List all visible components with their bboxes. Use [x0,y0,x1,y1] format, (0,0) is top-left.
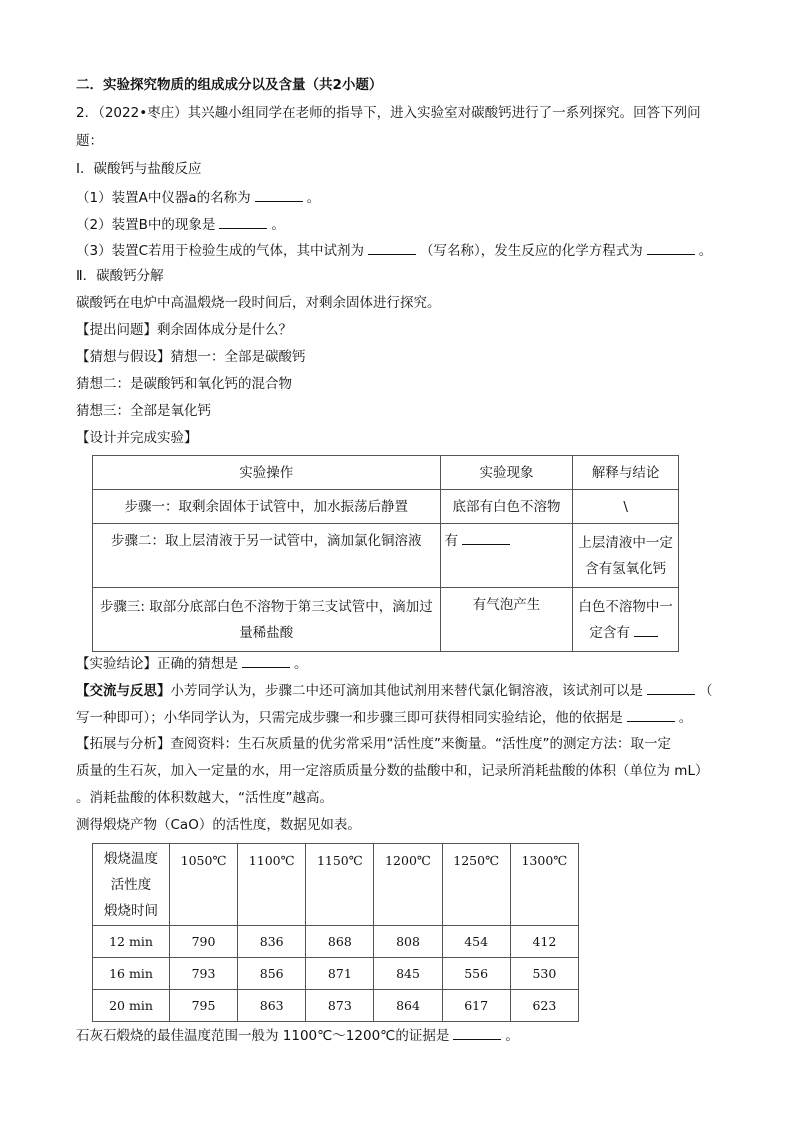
temp-header: 1200℃ [374,844,442,926]
time-cell: 12 min [93,926,170,958]
value-cell: 836 [238,926,306,958]
temp-header: 1100℃ [238,844,306,926]
temp-header: 1250℃ [442,844,510,926]
answer-blank[interactable] [219,214,267,229]
table-cell: 步骤三: 取部分底部白色不溶物于第三支试管中，滴加过 量稀盐酸 [93,588,441,652]
value-cell: 845 [374,958,442,990]
value-cell: 873 [306,990,374,1022]
time-cell: 20 min [93,990,170,1022]
ask-problem: 【提出问题】剩余固体成分是什么？ [76,322,292,338]
answer-blank[interactable] [634,622,658,637]
reflect-line1: 【交流与反思】小芳同学认为，步骤二中还可滴加其他试剂用来替代氯化铜溶液，该试剂可以是 （ [76,680,713,701]
value-cell: 617 [442,990,510,1022]
answer-blank[interactable] [627,707,675,722]
value-cell: 795 [169,990,237,1022]
answer-blank[interactable] [647,680,695,695]
corner-header: 煅烧温度 活性度 煅烧时间 [93,844,170,926]
answer-blank[interactable] [242,653,290,668]
question-intro-line1: 2．（2022•枣庄）其兴趣小组同学在老师的指导下，进入实验室对碳酸钙进行了一系列探究。回答下列问 [76,105,701,121]
table-cell: 白色不溶物中一 定含有 [573,588,679,652]
guess-1: 【猜想与假设】猜想一：全部是碳酸钙 [76,349,306,365]
value-cell: 412 [510,926,578,958]
measure-text: 测得煅烧产物（CaO）的活性度，数据见如表。 [76,817,361,833]
value-cell: 623 [510,990,578,1022]
design-heading: 【设计并完成实验】 [76,430,198,446]
part2-title: Ⅱ．碳酸钙分解 [76,268,164,284]
table-cell: \ [573,490,679,524]
answer-blank[interactable] [368,240,416,255]
time-cell: 16 min [93,958,170,990]
answer-blank[interactable] [453,1025,501,1040]
table-cell: 步骤二：取上层清液于另一试管中，滴加氯化铜溶液 [93,524,441,588]
expand-line2: 质量的生石灰，加入一定量的水，用一定溶质质量分数的盐酸中和，记录所消耗盐酸的体积（单位为 mL） [76,763,709,779]
value-cell: 793 [169,958,237,990]
value-cell: 863 [238,990,306,1022]
value-cell: 556 [442,958,510,990]
question-3: （3）装置C若用于检验生成的气体，其中试剂为 （写名称），发生反应的化学方程式为 。 [76,240,712,261]
part1-title: Ⅰ．碳酸钙与盐酸反应 [76,161,202,177]
table-row [93,926,579,958]
conclusion: 【实验结论】正确的猜想是 。 [76,653,308,674]
table-row [93,958,579,990]
answer-blank[interactable] [462,530,510,545]
value-cell: 871 [306,958,374,990]
guess-3: 猜想三：全部是氧化钙 [76,403,211,419]
table-cell: 底部有白色不溶物 [440,490,573,524]
table-cell: 上层清液中一定 含有氢氧化钙 [573,524,679,588]
guess-2: 猜想二：是碳酸钙和氧化钙的混合物 [76,376,292,392]
expand-line3: 。消耗盐酸的体积数越大，“活性度”越高。 [76,790,333,806]
answer-blank[interactable] [647,240,695,255]
final-question: 石灰石煅烧的最佳温度范围一般为 1100℃～1200℃的证据是 。 [76,1025,519,1046]
question-2: （2）装置B中的现象是 。 [76,214,285,235]
experiment-table [92,455,679,652]
value-cell: 868 [306,926,374,958]
temp-header: 1050℃ [169,844,237,926]
expand-line1: 【拓展与分析】查阅资料：生石灰质量的优劣常采用“活性度”来衡量。“活性度”的测定方法：取一定 [76,736,671,752]
reflect-line2: 写一种即可）；小华同学认为，只需完成步骤一和步骤三即可获得相同实验结论，他的依据是 。 [76,707,692,728]
section-title: 二．实验探究物质的组成成分以及含量（共2小题） [76,77,383,93]
table-header: 解释与结论 [573,456,679,490]
table-row [93,990,579,1022]
table-header: 实验现象 [440,456,573,490]
temp-header: 1150℃ [306,844,374,926]
answer-blank[interactable] [255,187,303,202]
value-cell: 454 [442,926,510,958]
table-cell: 有 [440,524,573,588]
value-cell: 808 [374,926,442,958]
table-header: 实验操作 [93,456,441,490]
part2-intro: 碳酸钙在电炉中高温煅烧一段时间后，对剩余固体进行探究。 [76,295,441,311]
temp-header: 1300℃ [510,844,578,926]
value-cell: 530 [510,958,578,990]
value-cell: 856 [238,958,306,990]
table-cell: 有气泡产生 [440,588,573,652]
question-1: （1）装置A中仪器a的名称为 。 [76,187,320,208]
table-cell: 步骤一：取剩余固体于试管中，加水振荡后静置 [93,490,441,524]
question-intro-line2: 题： [76,133,103,149]
value-cell: 864 [374,990,442,1022]
activity-table [92,843,579,1022]
value-cell: 790 [169,926,237,958]
